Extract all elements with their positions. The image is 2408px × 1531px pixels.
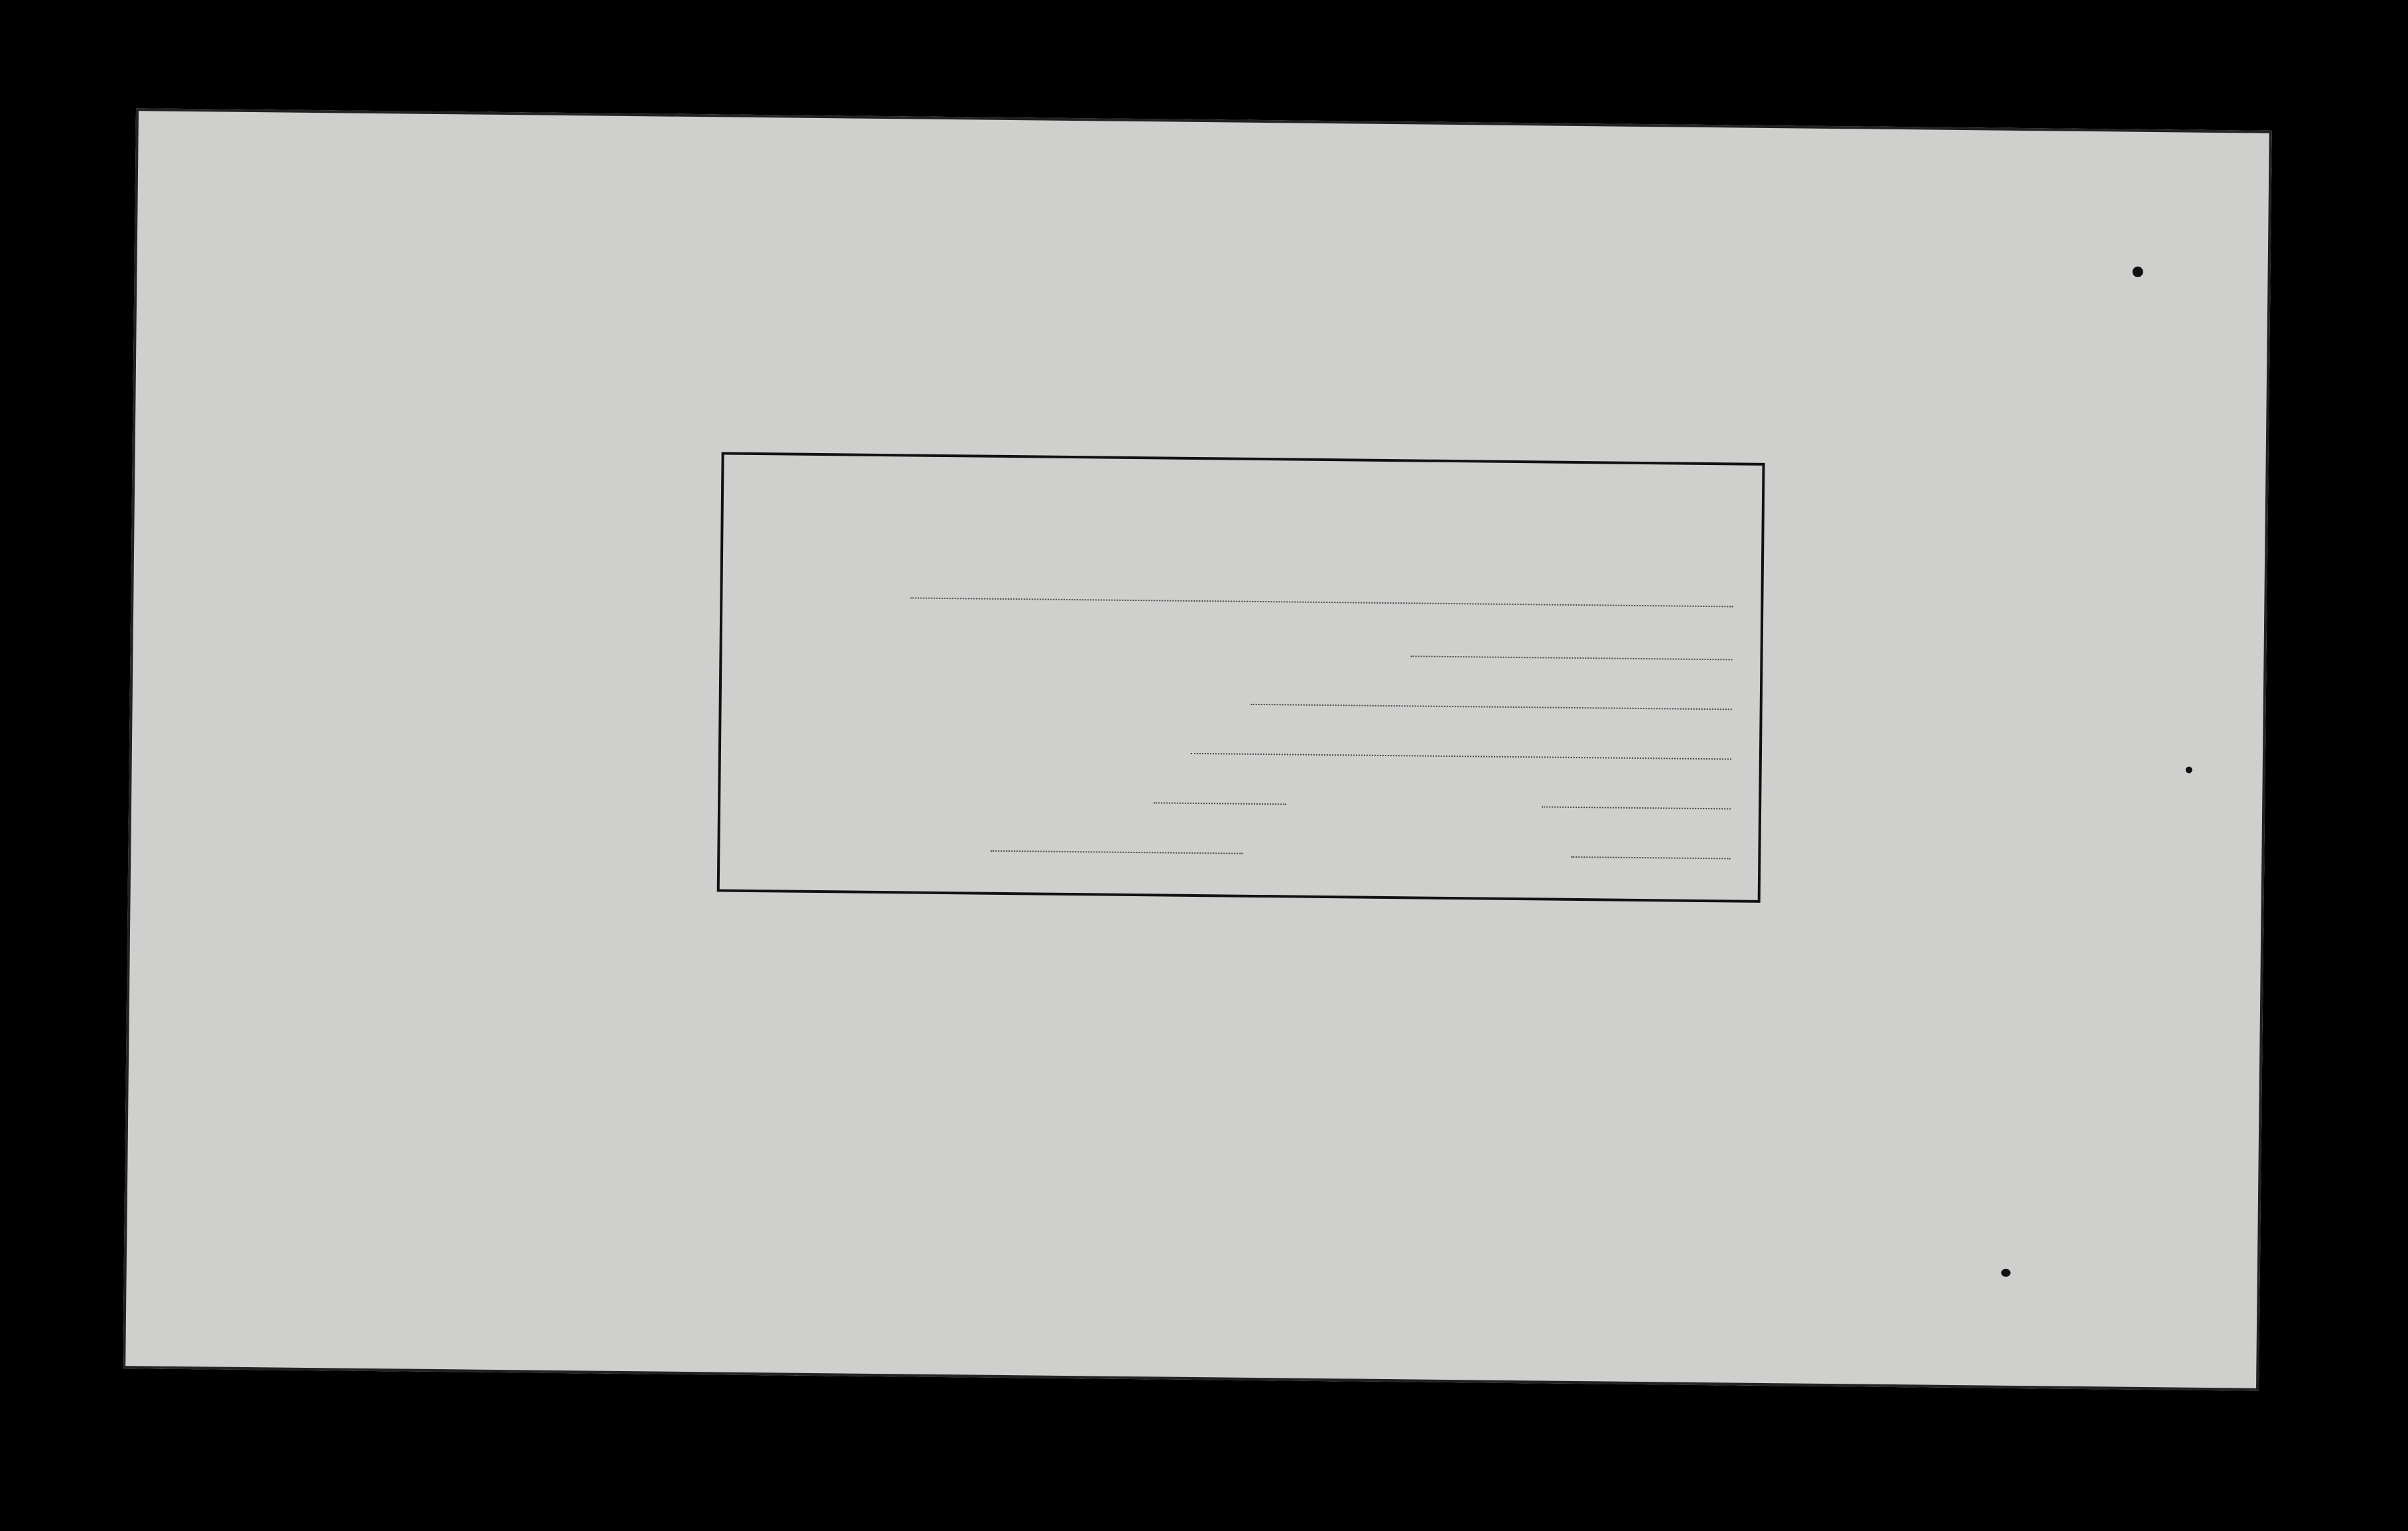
middle-section <box>136 108 2272 131</box>
lease-table <box>136 108 2272 131</box>
top-crops-table <box>136 108 2272 131</box>
ink-blot <box>2186 767 2192 773</box>
ink-blot <box>2133 267 2143 277</box>
census-card-page <box>123 108 2272 1391</box>
ink-blot <box>2001 1269 2011 1277</box>
private-farms-block <box>717 452 1765 902</box>
